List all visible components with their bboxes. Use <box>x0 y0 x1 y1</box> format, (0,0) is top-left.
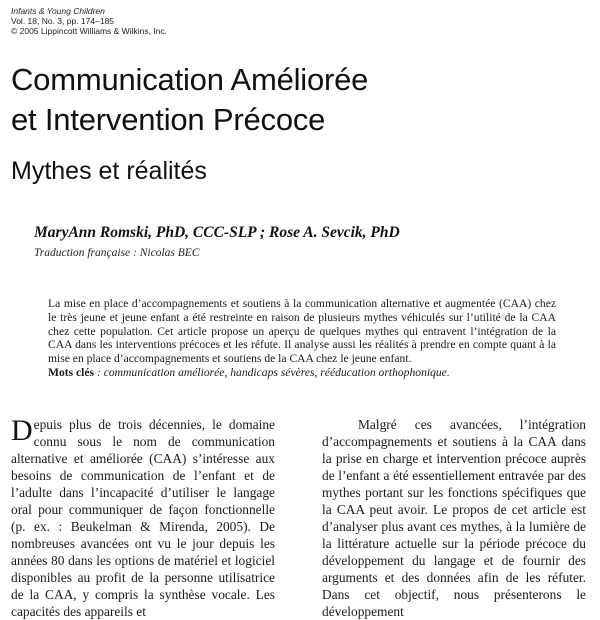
journal-copyright: © 2005 Lippincott Williams & Wilkins, Inc. <box>11 26 168 36</box>
authors: MaryAnn Romski, PhD, CCC-SLP ; Rose A. Sevcik, PhD <box>34 224 400 241</box>
journal-info <box>11 6 167 36</box>
keywords-label: Mots clés <box>48 365 95 379</box>
article-subtitle: Mythes et réalités <box>11 157 207 185</box>
title-line-2: et Intervention Précoce <box>11 102 326 137</box>
article-title <box>11 60 591 140</box>
keywords-text: : communication améliorée, handicaps sévères, rééducation orthophonique. <box>94 365 450 379</box>
title-line-1: Communication Améliorée <box>11 62 369 97</box>
translation-credit: Traduction française : Nicolas BEC <box>34 247 200 259</box>
journal-volume: Vol. 18, No. 3, pp. 174–185 <box>11 16 115 26</box>
journal-name: Infants & Young Children <box>11 6 105 16</box>
body-left-text: epuis plus de trois décennies, le domaine connu sous le nom de communication alternative et améliorée (CAA) s’intéresse aux besoins de communication de l’enfant et de l’adulte dans l’incapacité d’utiliser le langage oral pour communiquer de façon fonctionnelle (p. ex. : Beukelman & Mirenda, 2005). De nombreuses avancées ont vu le jour depuis les années 80 dans les options de matériel et logiciel disponibles au profit de la personne utilisatrice de la CAA, y compris la synthèse vocale. Les capacités des appareils et <box>11 417 275 619</box>
abstract-text: La mise en place d’accompagnements et soutiens à la communication alternative et augmentée (CAA) chez le très jeune et jeune enfant a été restreinte en raison de plusieurs mythes véhiculés sur l’utilité de la CAA chez cette population. Cet article propose un aperçu de quelques mythes qui entravent l’intégration de la CAA dans les interventions précoces et les réfute. Il analyse aussi les réalités à prendre en compte quant à la mise en place d’accompagnements et soutiens de la CAA chez le jeune enfant. <box>48 297 556 366</box>
abstract <box>48 297 556 380</box>
body-column-left <box>11 416 275 620</box>
drop-cap: D <box>11 414 33 447</box>
body-right-text: Malgré ces avancées, l’intégration d’accompagnements et soutiens à la CAA dans la prise en charge et intervention précoce auprès de l’enfant a été essentiellement entravée par des mythes portant sur les fonctions spécifiques que la CAA peut avoir. Le propos de cet article est d’analyser plus avant ces mythes, à la lumière de la littérature actuelle sur la période précoce du développement du langage et de fournir des arguments et des données afin de les réfuter. Dans cet objectif, nous présenterons le développement <box>322 417 586 619</box>
body-column-right <box>322 416 586 620</box>
